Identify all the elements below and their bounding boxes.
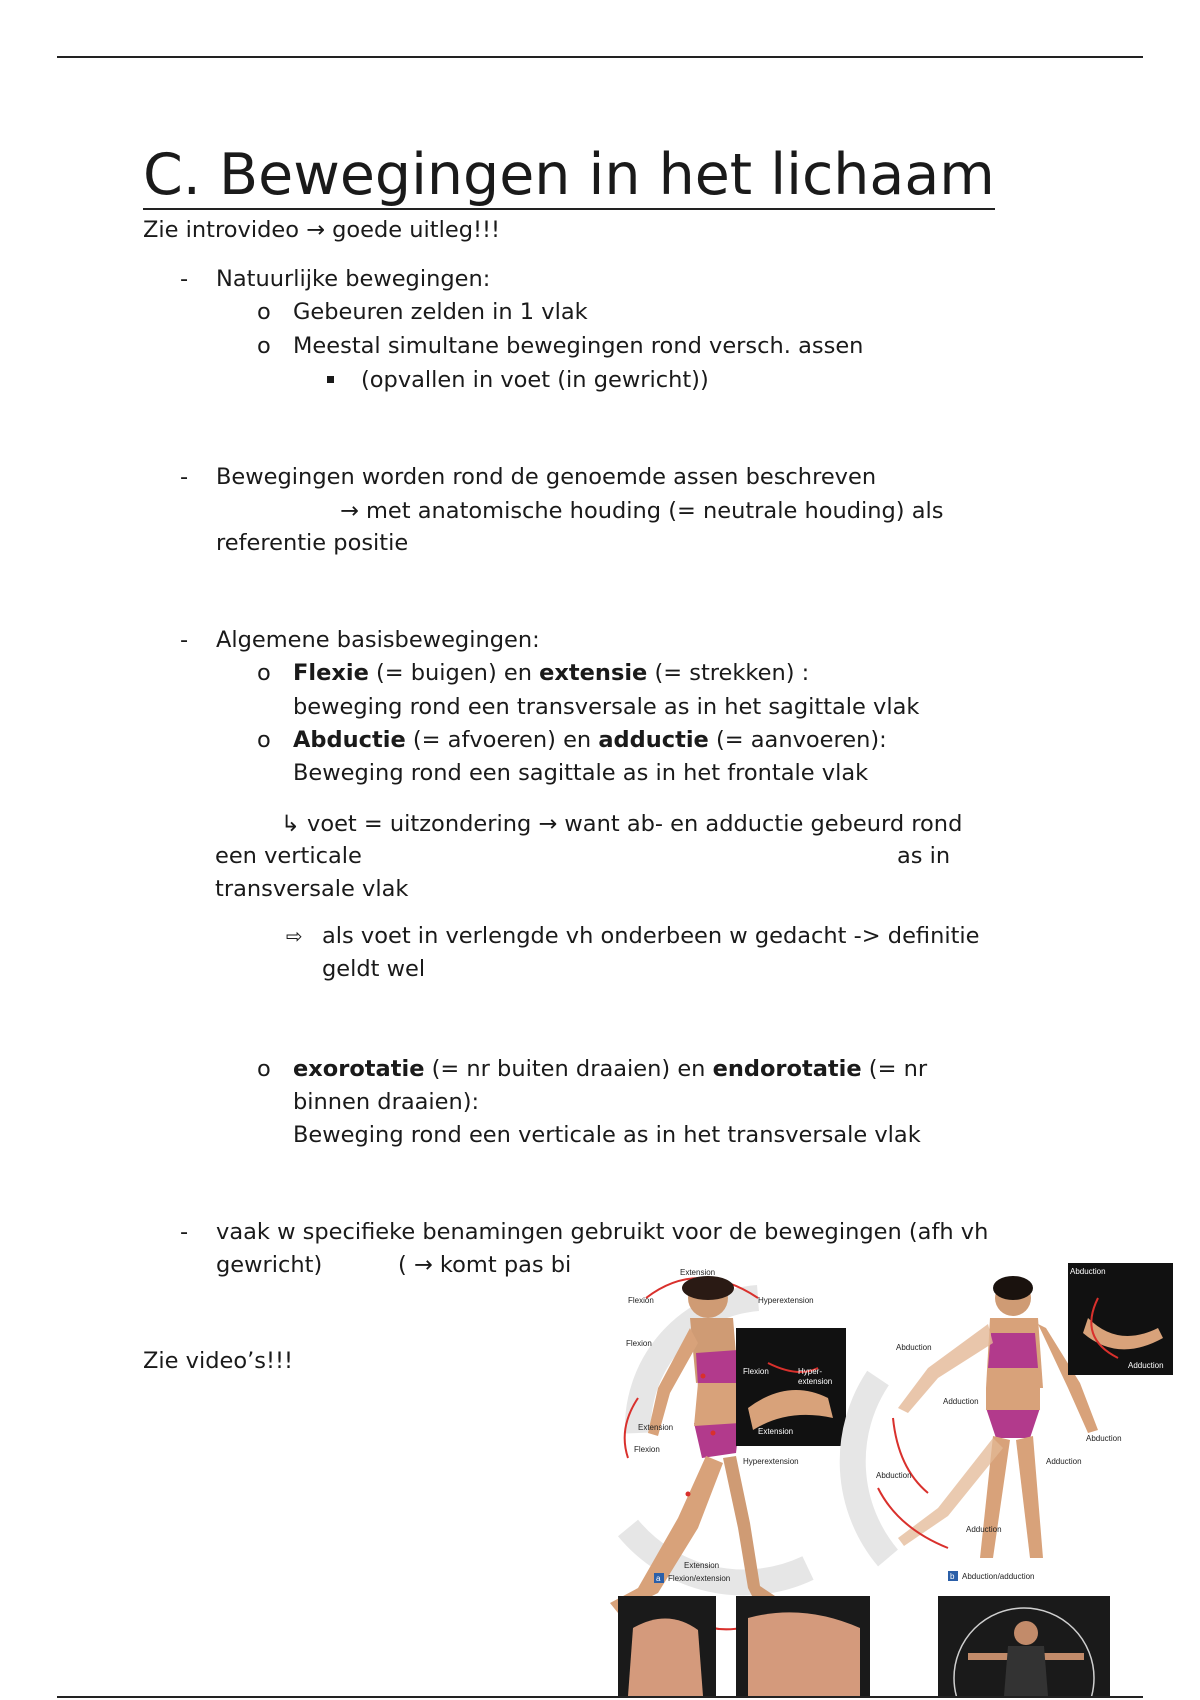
- exception-line-2a: een verticale: [215, 843, 362, 869]
- panel-a-label: Extension: [684, 1561, 720, 1570]
- section3-heading: Algemene basisbewegingen:: [216, 627, 540, 653]
- flexie-line-2: beweging rond een transversale as in het sagittale vlak: [293, 694, 920, 720]
- panel-a-label: Extension: [680, 1268, 716, 1277]
- anatomy-figure: [598, 1258, 1178, 1696]
- panel-b-inset-label: Abduction: [1070, 1267, 1106, 1276]
- bottom-rule: [57, 1696, 1143, 1698]
- note-line-1: als voet in verlengde vh onderbeen w gedacht -> definitie: [322, 923, 980, 949]
- section1-item-2: Meestal simultane bewegingen rond versch. assen: [293, 333, 864, 359]
- exception-line-1: ↳ voet = uitzondering → want ab- en adductie gebeurd rond: [281, 811, 963, 837]
- dash-bullet: -: [180, 627, 189, 653]
- abductie-line-2: Beweging rond een sagittale as in het frontale vlak: [293, 760, 869, 786]
- panel-a-label: Flexion: [628, 1296, 654, 1305]
- intro-line: Zie introvideo → goede uitleg!!!: [143, 217, 501, 243]
- abductie-line-1: Abductie (= afvoeren) en adductie (= aanvoeren):: [293, 727, 887, 753]
- videos-line: Zie video’s!!!: [143, 1348, 294, 1374]
- outline-arrow-icon: ⇨: [286, 924, 303, 948]
- circle-bullet: o: [257, 299, 271, 325]
- panel-a-badge: a: [656, 1574, 661, 1583]
- section4-line-2b: ( → komt pas bi: [398, 1252, 572, 1278]
- section1-item-1: Gebeuren zelden in 1 vlak: [293, 299, 588, 325]
- panel-b-label: Adduction: [1046, 1457, 1082, 1466]
- panel-b-label: Abduction: [1086, 1434, 1122, 1443]
- section4-line-1: vaak w specifieke benamingen gebruikt voor de bewegingen (afh vh: [216, 1219, 989, 1245]
- top-rule: [57, 56, 1143, 58]
- page-title: C. Bewegingen in het lichaam: [143, 142, 995, 208]
- panel-a-caption: Flexion/extension: [668, 1574, 731, 1583]
- panel-b-label: Abduction: [876, 1471, 912, 1480]
- section2-line-1: Bewegingen worden rond de genoemde assen beschreven: [216, 464, 877, 490]
- panel-b-caption: Abduction/adduction: [962, 1572, 1035, 1581]
- panel-b-label: Adduction: [966, 1525, 1002, 1534]
- section2-line-3: referentie positie: [216, 530, 409, 556]
- panel-a-label: Extension: [638, 1423, 674, 1432]
- circle-bullet: o: [257, 1056, 271, 1082]
- section1-heading: Natuurlijke bewegingen:: [216, 266, 491, 292]
- hook-arrow-icon: ↳: [281, 811, 300, 837]
- circle-bullet: o: [257, 727, 271, 753]
- circle-bullet: o: [257, 660, 271, 686]
- flexie-line-1: Flexie (= buigen) en extensie (= strekken) :: [293, 660, 810, 686]
- panel-a-label: Hyperextension: [743, 1457, 799, 1466]
- section2-line-2: → met anatomische houding (= neutrale houding) als: [340, 498, 944, 524]
- panel-a-inset-label: extension: [798, 1377, 833, 1386]
- panel-b-label: Adduction: [943, 1397, 979, 1406]
- exception-line-2b: as in: [897, 843, 951, 869]
- dash-bullet: -: [180, 1219, 189, 1245]
- panel-a-inset-label: Hyper-: [798, 1367, 823, 1376]
- section4-line-2a: gewricht): [216, 1252, 323, 1278]
- panel-a-label: Flexion: [634, 1445, 660, 1454]
- circle-bullet: o: [257, 333, 271, 359]
- square-bullet: [327, 376, 334, 383]
- dash-bullet: -: [180, 266, 189, 292]
- panel-b-inset-label: Adduction: [1128, 1361, 1164, 1370]
- rotatie-line-2: binnen draaien):: [293, 1089, 480, 1115]
- dash-bullet: -: [180, 464, 189, 490]
- note-line-2: geldt wel: [322, 956, 426, 982]
- panel-a-inset-label: Flexion: [743, 1367, 769, 1376]
- exception-line-3: transversale vlak: [215, 876, 409, 902]
- panel-a-label: Hyperextension: [758, 1296, 814, 1305]
- panel-b-label: Abduction: [896, 1343, 932, 1352]
- rotatie-line-1: exorotatie (= nr buiten draaien) en endorotatie (= nr: [293, 1056, 928, 1082]
- panel-a-inset-label: Extension: [758, 1427, 794, 1436]
- panel-a-label: Flexion: [626, 1339, 652, 1348]
- section1-subitem: (opvallen in voet (in gewricht)): [361, 367, 709, 393]
- rotatie-line-3: Beweging rond een verticale as in het transversale vlak: [293, 1122, 921, 1148]
- panel-b-badge: b: [950, 1572, 955, 1581]
